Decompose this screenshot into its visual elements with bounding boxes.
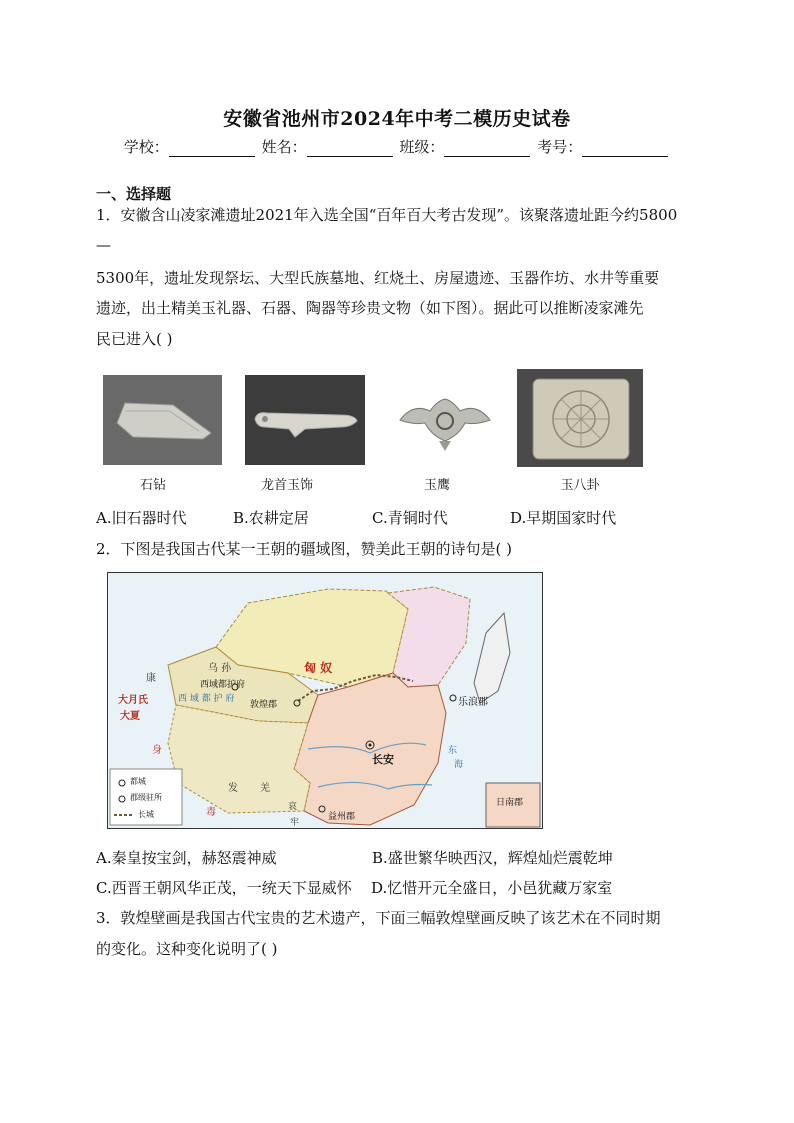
number-blank[interactable] <box>582 142 668 157</box>
caption-stone-drill: 石钻 <box>139 478 166 493</box>
map-label-daxia: 大夏 <box>120 711 140 722</box>
q3-line1: 3．敦煌壁画是我国古代宝贵的艺术遗产，下面三幅敦煌壁画反映了该艺术在不同时期 <box>96 909 661 927</box>
q1-option-d[interactable]: D.早期国家时代 <box>510 509 617 527</box>
q2-stem: 2．下图是我国古代某一王朝的疆域图，赞美此王朝的诗句是( ) <box>96 540 513 558</box>
dragon-jade-image <box>245 375 365 465</box>
name-blank[interactable] <box>307 142 393 157</box>
map-label-lelang: 乐浪郡 <box>458 697 488 708</box>
map-label-yizhou: 益州郡 <box>328 812 356 822</box>
map-label-kang: 康 <box>146 673 156 684</box>
jade-bagua-image <box>517 369 643 467</box>
number-label: 考号： <box>537 138 583 156</box>
q3-line2: 的变化。这种变化说明了( ) <box>96 940 278 958</box>
map-label-xiongnu: 匈 奴 <box>304 661 333 675</box>
caption-jade-bagua: 玉八卦 <box>560 478 600 493</box>
q1-line2: — <box>96 236 111 254</box>
q2-option-d[interactable]: D.忆惜开元全盛日，小邑犹藏万家室 <box>371 879 613 897</box>
map-label-qiang: 羌 <box>260 783 270 794</box>
q2-option-a[interactable]: A.秦皇按宝剑，赫怒震神威 <box>96 849 277 867</box>
map-label-fa: 发 <box>228 783 238 794</box>
class-blank[interactable] <box>444 142 530 157</box>
caption-dragon-jade: 龙首玉饰 <box>260 478 313 493</box>
legend-wall: 长城 <box>138 810 154 819</box>
class-label: 班级： <box>399 138 445 156</box>
q1-line4: 遗迹，出土精美玉礼器、石器、陶器等珍贵文物（如下图）。据此可以推断凌家滩先 <box>96 299 644 317</box>
stone-drill-image <box>103 375 222 465</box>
section-heading: 一、选择题 <box>96 185 172 203</box>
q1-line5: 民已进入( ) <box>96 330 173 348</box>
map-label-changan: 长安 <box>372 753 394 766</box>
map-label-wusun: 乌 孙 <box>208 663 232 674</box>
map-label-xiyu: 西域都护府 <box>200 680 246 690</box>
map-label-ailao: 哀 <box>288 802 298 812</box>
map-label-du: 毒 <box>206 807 216 818</box>
jade-eagle-image <box>395 385 495 455</box>
q1-option-c[interactable]: C.青铜时代 <box>372 509 448 527</box>
map-label-rinan: 日南郡 <box>496 798 524 808</box>
school-blank[interactable] <box>169 142 255 157</box>
q1-line3: 5300年，遗址发现祭坛、大型氏族墓地、红烧土、房屋遗迹、玉器作坊、水井等重要 <box>96 269 660 287</box>
legend-capital: 都城 <box>130 777 146 786</box>
q2-option-b[interactable]: B.盛世繁华映西汉，辉煌灿烂震乾坤 <box>372 849 613 867</box>
student-info-line <box>0 136 794 157</box>
caption-jade-eagle: 玉鹰 <box>423 478 450 493</box>
map-label-dunhuang: 敦煌郡 <box>250 700 278 710</box>
map-label-shendu: 身 <box>152 745 162 756</box>
name-label: 姓名： <box>261 138 307 156</box>
q2-option-c[interactable]: C.西晋王朝风华正茂，一统天下显威怀 <box>96 879 352 897</box>
map-label-hai: 海 <box>454 760 464 770</box>
school-label: 学校： <box>123 138 169 156</box>
q1-option-a[interactable]: A.旧石器时代 <box>96 509 187 527</box>
map-label-xiyu-band: 西 域 都 护 府 <box>178 694 235 704</box>
q1-option-b[interactable]: B.农耕定居 <box>233 509 309 527</box>
q1-line1: 1．安徽含山凌家滩遗址2021年入选全国“百年百大考古发现”。该聚落遗址距今约5800 <box>96 206 678 224</box>
page-title: 安徽省池州市2024年中考二模历史试卷 <box>223 108 571 130</box>
map-label-donghai: 东 <box>448 746 458 756</box>
legend-seat: 郡级驻所 <box>130 793 162 802</box>
map-label-lao: 牢 <box>290 818 300 828</box>
map-label-dayuezhi: 大月氏 <box>118 695 148 706</box>
han-dynasty-map <box>107 572 543 829</box>
